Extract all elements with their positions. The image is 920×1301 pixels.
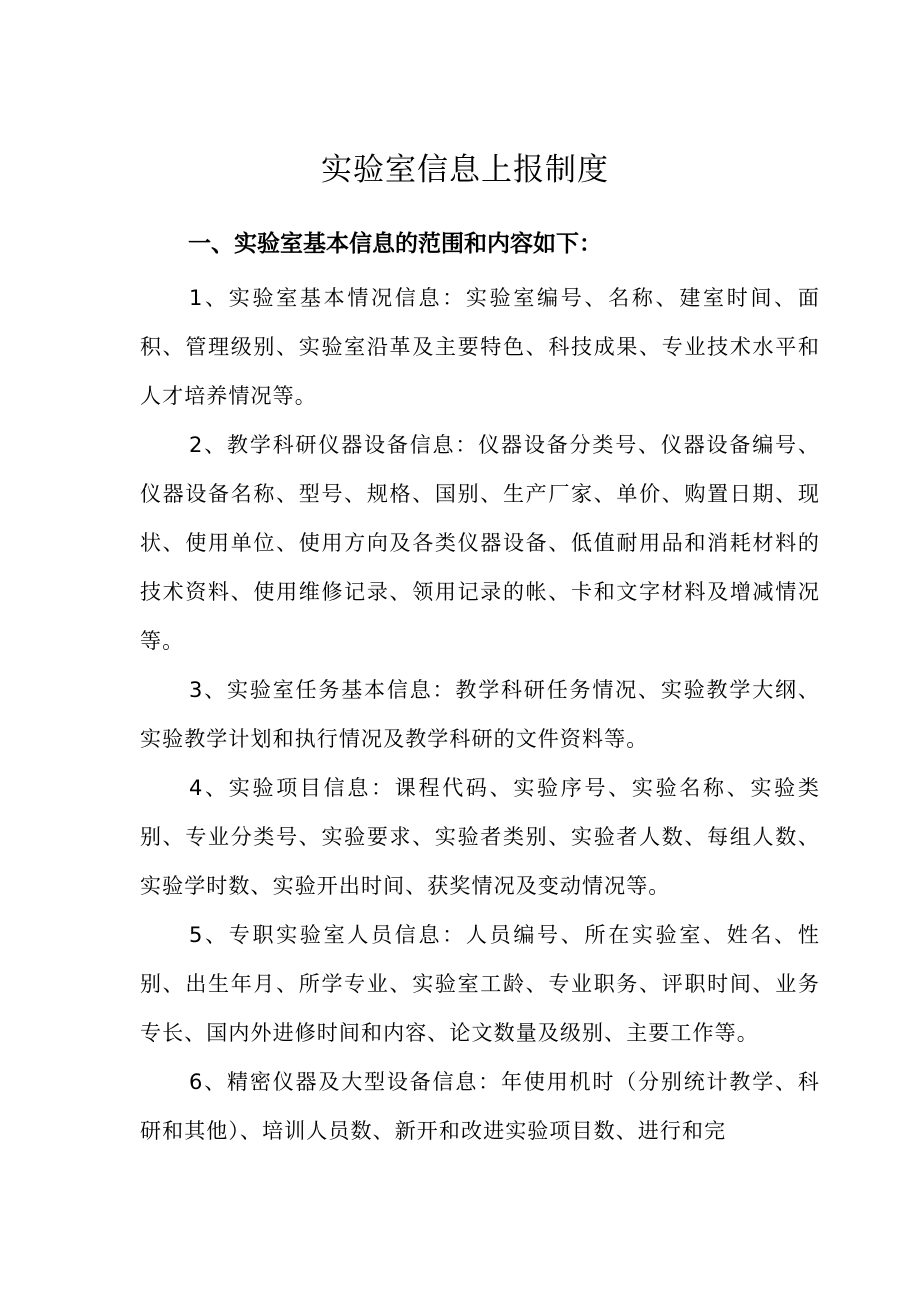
paragraph-5: 5、专职实验室人员信息：人员编号、所在实验室、姓名、性别、出生年月、所学专业、实验室工龄、专业职务、评职时间、业务专长、国内外进修时间和内容、论文数量及级别、主要工作等。 <box>140 923 820 1045</box>
paragraph-3: 3、实验室任务基本信息：教学科研任务情况、实验教学大纲、实验教学计划和执行情况及教学科研的文件资料等。 <box>140 678 820 751</box>
paragraph-4: 4、实验项目信息：课程代码、实验序号、实验名称、实验类别、专业分类号、实验要求、实验者类别、实验者人数、每组人数、实验学时数、实验开出时间、获奖情况及变动情况等。 <box>140 776 820 898</box>
paragraph-1: 1、实验室基本情况信息：实验室编号、名称、建室时间、面积、管理级别、实验室沿革及主要特色、科技成果、专业技术水平和人才培养情况等。 <box>140 286 820 408</box>
document-body <box>140 274 820 1156</box>
paragraph-6: 6、精密仪器及大型设备信息：年使用机时（分别统计教学、科研和其他）、培训人员数、新开和改进实验项目数、进行和完 <box>140 1070 820 1143</box>
document-title: 实验室信息上报制度 <box>321 152 609 188</box>
paragraph-2: 2、教学科研仪器设备信息：仪器设备分类号、仪器设备编号、仪器设备名称、型号、规格、国别、生产厂家、单价、购置日期、现状、使用单位、使用方向及各类仪器设备、低值耐用品和消耗材料的技术资料、使用维修记录、领用记录的帐、卡和文字材料及增减情况等。 <box>140 433 820 653</box>
section-heading: 一、实验室基本信息的范围和内容如下： <box>188 231 602 257</box>
